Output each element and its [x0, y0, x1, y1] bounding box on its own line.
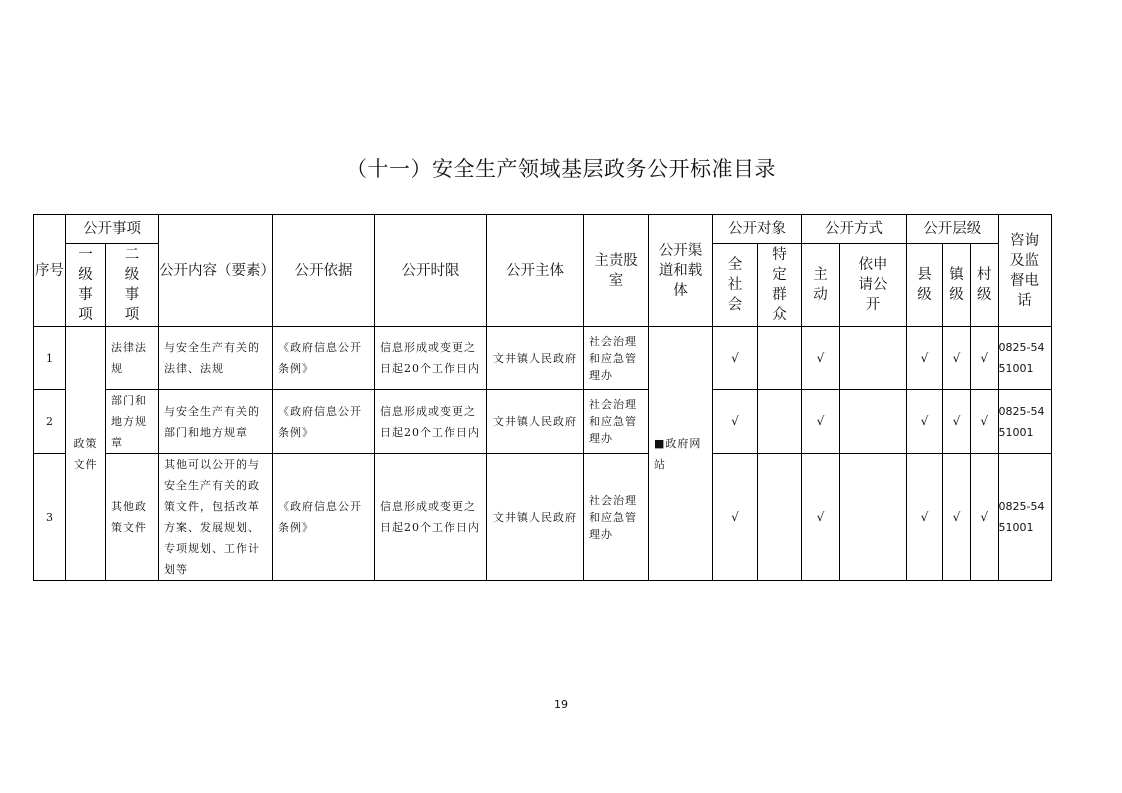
page-number: 19 [554, 698, 568, 711]
header-level: 公开层级 [907, 215, 999, 244]
header-time-limit: 公开时限 [375, 215, 487, 327]
header-method: 公开方式 [802, 215, 907, 244]
row-dept: 社会治理和应急管理办 [584, 390, 649, 454]
header-level-town: 镇级 [943, 244, 971, 327]
header-seq: 序号 [34, 215, 66, 327]
row-method-request [840, 454, 907, 581]
row-county: √ [907, 390, 943, 454]
header-level2: 二级事项 [106, 244, 159, 327]
row-level2: 其他政策文件 [106, 454, 159, 581]
row-village: √ [971, 390, 999, 454]
row-basis: 《政府信息公开条例》 [273, 390, 375, 454]
row-target-all: √ [713, 454, 758, 581]
row-county: √ [907, 454, 943, 581]
table-row [34, 454, 1052, 581]
level1-item: 政策文件 [66, 327, 106, 581]
row-basis: 《政府信息公开条例》 [273, 454, 375, 581]
header-dept: 主责股室 [584, 215, 649, 327]
row-method-request [840, 327, 907, 390]
row-method-request [840, 390, 907, 454]
header-channel: 公开渠道和载体 [649, 215, 713, 327]
header-level-county: 县级 [907, 244, 943, 327]
row-phone: 0825-5451001 [998, 327, 1051, 390]
row-target-special [758, 327, 802, 390]
table-row [34, 327, 1052, 390]
row-level2: 法律法规 [106, 327, 159, 390]
row-town: √ [943, 390, 971, 454]
row-target-all: √ [713, 390, 758, 454]
row-town: √ [943, 327, 971, 390]
row-dept: 社会治理和应急管理办 [584, 327, 649, 390]
row-village: √ [971, 454, 999, 581]
row-dept: 社会治理和应急管理办 [584, 454, 649, 581]
catalog-table [33, 214, 1052, 581]
page-title: （十一）安全生产领域基层政务公开标准目录 [346, 157, 776, 181]
row-content: 其他可以公开的与安全生产有关的政策文件，包括改革方案、发展规划、专项规划、工作计划等 [159, 454, 273, 581]
header-target-special: 特定群众 [758, 244, 802, 327]
row-seq: 1 [34, 327, 66, 390]
row-level2: 部门和地方规章 [106, 390, 159, 454]
row-target-special [758, 390, 802, 454]
row-phone: 0825-5451001 [998, 454, 1051, 581]
table-row [34, 390, 1052, 454]
row-method-active: √ [802, 327, 840, 390]
header-level1: 一级事项 [66, 244, 106, 327]
row-subject: 文井镇人民政府 [487, 327, 584, 390]
row-village: √ [971, 327, 999, 390]
row-method-active: √ [802, 454, 840, 581]
row-seq: 3 [34, 454, 66, 581]
header-subject: 公开主体 [487, 215, 584, 327]
row-town: √ [943, 454, 971, 581]
channel-value: ■政府网站 [649, 327, 713, 581]
row-phone: 0825-5451001 [998, 390, 1051, 454]
header-row-1 [34, 215, 1052, 244]
header-method-request: 依申请公开 [840, 244, 907, 327]
row-target-all: √ [713, 327, 758, 390]
row-time-limit: 信息形成或变更之日起20个工作日内 [375, 327, 487, 390]
row-subject: 文井镇人民政府 [487, 390, 584, 454]
header-level-village: 村级 [971, 244, 999, 327]
row-content: 与安全生产有关的法律、法规 [159, 327, 273, 390]
header-contact: 咨询及监督电话 [998, 215, 1051, 327]
row-target-special [758, 454, 802, 581]
header-matter: 公开事项 [66, 215, 159, 244]
row-county: √ [907, 327, 943, 390]
header-basis: 公开依据 [273, 215, 375, 327]
row-subject: 文井镇人民政府 [487, 454, 584, 581]
row-seq: 2 [34, 390, 66, 454]
row-time-limit: 信息形成或变更之日起20个工作日内 [375, 454, 487, 581]
header-method-active: 主动 [802, 244, 840, 327]
header-target-all: 全社会 [713, 244, 758, 327]
row-method-active: √ [802, 390, 840, 454]
row-time-limit: 信息形成或变更之日起20个工作日内 [375, 390, 487, 454]
row-content: 与安全生产有关的部门和地方规章 [159, 390, 273, 454]
header-target: 公开对象 [713, 215, 802, 244]
row-basis: 《政府信息公开条例》 [273, 327, 375, 390]
header-content: 公开内容（要素） [159, 215, 273, 327]
